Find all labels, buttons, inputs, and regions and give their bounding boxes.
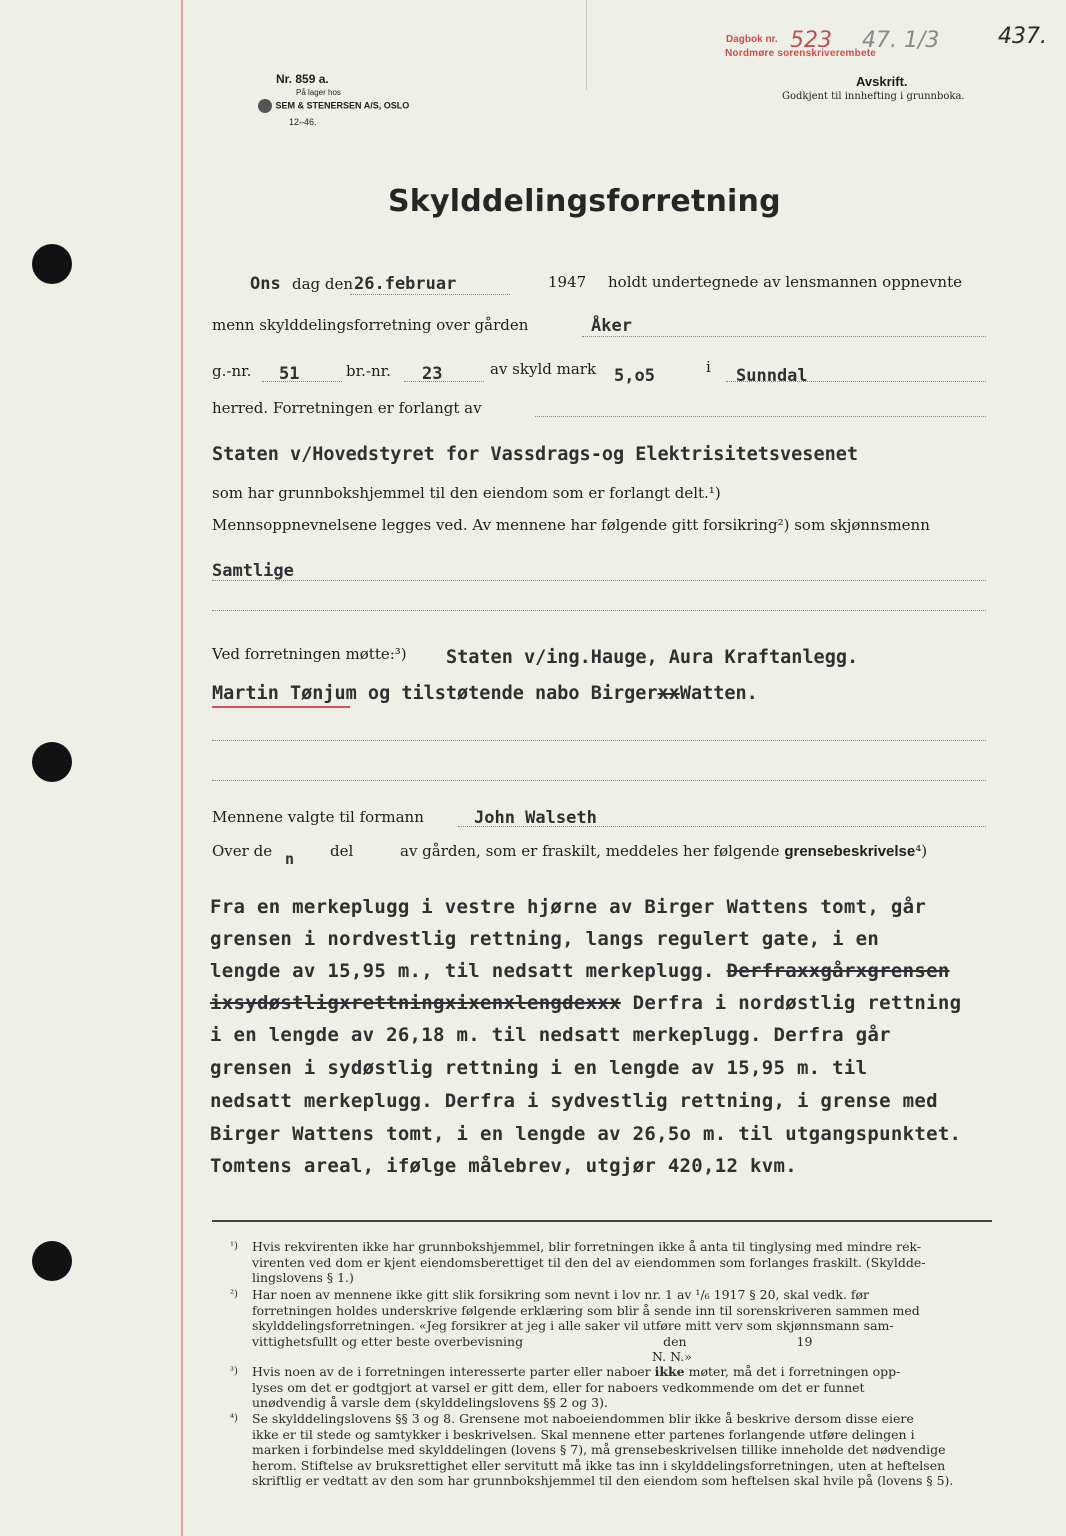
- insured: Samtlige: [212, 561, 294, 581]
- printer-line1: På lager hos: [296, 88, 341, 97]
- page-number: 437.: [998, 24, 1047, 49]
- skyld-value: 5,o5: [614, 366, 655, 386]
- grunnbok-line: som har grunnbokshjemmel til den eiendom som er forlangt delt.¹): [212, 484, 721, 502]
- margin-rule: [181, 0, 183, 1536]
- attended-1: Staten v/ing.Hauge, Aura Kraftanlegg.: [446, 647, 859, 668]
- stamp-office: Nordmøre sorenskriverembete: [725, 48, 877, 59]
- line1-text: holdt undertegnede av lensmannen oppnevnte: [608, 273, 962, 291]
- footnote-4: ⁴) Se skylddelingslovens §§ 3 og 8. Grensene mot naboeiendommen blir ikke å beskrive dersom disse eiere ikke er til stede og samtykker i beskrivelsen. Skal mennene etter partenes forlangende utføre delingen i marken i forbindelse med skylddelingen (lovens § 7), må grensebeskrivelsen tillike inneholde det nødvendige herom. Stiftelse av bruksrettighet eller servitutt må ikke tas inn i skylddelingsforretningen, uten at heftelsen skriftlig er vedtatt av den som har grunnbokshjemmel til den eiendom som heftelsen skal hvile på (lovens § 5).: [230, 1411, 954, 1488]
- printer-date: 12–46.: [289, 117, 317, 127]
- blank-line-2: [212, 740, 986, 741]
- boundary-line-4: ixsydøstligxrettningxixenxlengdexxx Derfra i nordøstlig rettning: [210, 992, 962, 1014]
- dag-den-label: dag den: [292, 275, 354, 293]
- boundary-line-7: nedsatt merkeplugg. Derfra i sydvestlig rettning, i grense med: [210, 1090, 938, 1112]
- chairman-label: Mennene valgte til formann: [212, 808, 424, 826]
- gnr-blank: [262, 381, 342, 382]
- boundary-intro: av gården, som er fraskilt, meddeles her følgende grensebeskrivelse⁴): [400, 842, 928, 860]
- bnr-value: 23: [422, 364, 443, 384]
- stamp-number: 523: [790, 28, 832, 53]
- approval-note: Godkjent til innhefting i grunnboka.: [782, 91, 965, 102]
- date-blank: [350, 294, 510, 295]
- requester-blank: [535, 416, 986, 417]
- del-label: del: [330, 842, 354, 860]
- attended-2: Martin Tønjum og tilstøtende nabo BirgerxxWatten.: [212, 683, 758, 704]
- i-label: i: [706, 358, 711, 376]
- chairman: John Walseth: [474, 808, 597, 828]
- punch-hole-middle: [32, 742, 72, 782]
- over-fill: n: [285, 850, 295, 868]
- form-number: Nr. 859 a.: [276, 72, 329, 86]
- punch-hole-top: [32, 244, 72, 284]
- blank-line-1: [212, 610, 986, 611]
- attended-label: Ved forretningen møtte:³): [212, 645, 407, 663]
- date: 26.februar: [354, 274, 457, 294]
- weekday: Ons: [250, 274, 281, 294]
- footnote-3: ³) Hvis noen av de i forretningen interesserte parter eller naboer ikke møter, må det i forretningen opp- lyses om det er godtgjort at varsel er gitt dem, eller for naboers vedkommende om det er funnet unødvendig å varsle dem (skylddelingslovens §§ 2 og 3).: [230, 1364, 901, 1410]
- footnote-rule: [212, 1220, 992, 1222]
- menn-line: Mennsoppnevnelsene legges ved. Av mennene har følgende gitt forsikring²) som skjønnsmenn: [212, 516, 930, 534]
- fold-mark: [586, 0, 587, 90]
- skyld-label: av skyld mark: [490, 360, 597, 378]
- farm-name: Åker: [591, 316, 632, 336]
- gnr-label: g.-nr.: [212, 362, 252, 380]
- blank-line-3: [212, 780, 986, 781]
- boundary-line-1: Fra en merkeplugg i vestre hjørne av Birger Wattens tomt, går: [210, 896, 927, 918]
- punch-hole-bottom: [32, 1241, 72, 1281]
- bnr-label: br.-nr.: [346, 362, 391, 380]
- insured-blank: [212, 580, 986, 581]
- stamp-date: 47. 1/3: [862, 28, 940, 53]
- boundary-line-2: grensen i nordvestlig rettning, langs regulert gate, i en: [210, 928, 880, 950]
- red-underline: [212, 706, 350, 708]
- boundary-line-8: Birger Wattens tomt, i en lengde av 26,5o m. til utgangspunktet.: [210, 1123, 962, 1145]
- requester: Staten v/Hovedstyret for Vassdrags-og Elektrisitetsvesenet: [212, 444, 859, 465]
- page-title: Skylddelingsforretning: [388, 184, 781, 219]
- over-label: Over de: [212, 842, 273, 860]
- municipality: Sunndal: [736, 366, 808, 386]
- footnote-1: ¹) Hvis rekvirenten ikke har grunnbokshjemmel, blir forretningen ikke å anta til tinglysing med mindre rek- virenten ved dom er kjent eiendomsberettiget til den del av eiendommen som forlanges fraskilt. (Skyldde- lingslovens § 1.): [230, 1239, 926, 1285]
- footnote-2: ²) Har noen av mennene ikke gitt slik forsikring som nevnt i lov nr. 1 av ¹/₆ 1917 § 20, skal vedk. før forretningen holdes underskrive følgende erklæring som blir å sende inn til sorenskriveren sammen med skylddelingsforretningen. «Jeg forsikrer at jeg i alle saker vil utføre mitt verv som skjønnsmann sam- vittighetsfullt og etter beste overbevisning den 19 N. N.»: [230, 1287, 920, 1364]
- year: 1947: [548, 273, 587, 291]
- printer-name: SEM & STENERSEN A/S, OSLO: [257, 99, 409, 113]
- herred-line: herred. Forretningen er forlangt av: [212, 399, 482, 417]
- bnr-blank: [404, 381, 484, 382]
- gnr-value: 51: [279, 364, 300, 384]
- farm-blank: [582, 336, 986, 337]
- boundary-line-5: i en lengde av 26,18 m. til nedsatt merkeplugg. Derfra går: [210, 1024, 891, 1046]
- line2-text: menn skylddelingsforretning over gården: [212, 316, 529, 334]
- boundary-line-9: Tomtens areal, ifølge målebrev, utgjør 420,12 kvm.: [210, 1155, 797, 1177]
- avskrift-label: Avskrift.: [856, 74, 908, 89]
- stamp-label: Dagbok nr.: [726, 34, 778, 45]
- printer-seal-icon: [258, 99, 272, 113]
- boundary-line-6: grensen i sydøstlig rettning i en lengde av 15,95 m. til: [210, 1057, 868, 1079]
- boundary-line-3: lengde av 15,95 m., til nedsatt merkeplugg. Derfraxxgårxgrensen: [210, 960, 950, 982]
